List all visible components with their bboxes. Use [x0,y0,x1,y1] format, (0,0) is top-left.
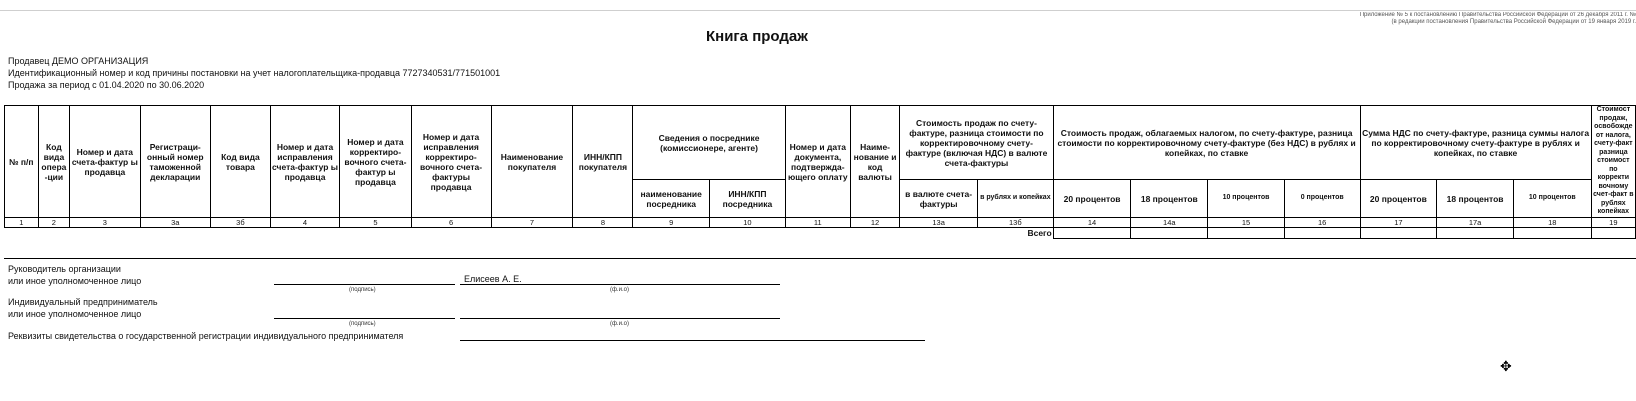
annex-line-2: (в редакции постановления Правительства Российской Федерации от 19 января 2019 г. [1391,19,1636,25]
ip-fio-caption: (ф.и.о) [610,321,629,327]
header-col-12: Наиме- нование и код валюты [850,106,899,218]
col-number: 14 [1053,218,1131,228]
header-col-17: 20 процентов [1360,180,1437,218]
total-cell [1131,228,1208,239]
seller-line: Продавец ДЕМО ОРГАНИЗАЦИЯ [8,56,149,66]
header-col-3: Номер и дата счета-фактур ы продавца [70,106,140,218]
header-col-9: наименование посредника [633,180,710,218]
header-col-3a: Регистраци- онный номер таможенной декларации [140,106,210,218]
col-number: 19 [1591,218,1635,228]
seller-inn-line: Идентификационный номер и код причины постановки на учет налогоплательщика-продавца 7727340531/771501001 [8,68,501,78]
col-number: 2 [38,218,70,228]
col-number: 1 [5,218,39,228]
head-name-line [460,284,780,285]
col-number: 11 [785,218,850,228]
col-number: 3б [210,218,270,228]
header-col-13a: в валюте счета-фактуры [900,180,978,218]
header-group-cost: Стоимость продаж по счету- фактуре, разница стоимости по корректировочному счету- фактуре (включая НДС) в валюте счета-фактуры [900,106,1053,180]
col-number: 17а [1437,218,1514,228]
header-col-5: Номер и дата корректиро- вочного счета-фактур ы продавца [340,106,411,218]
ip-name-line [460,318,780,319]
header-group-taxable: Стоимость продаж, облагаемых налогом, по счету-фактуре, разница стоимости по корректировочному счету-фактуре (без НДС) в рублях и копейках, по ставке [1053,106,1360,180]
col-number: 18 [1513,218,1591,228]
total-row [5,228,1636,239]
col-number: 17 [1360,218,1437,228]
col-number: 7 [491,218,573,228]
header-col-15: 10 процентов [1208,180,1285,218]
header-col-2: Код вида опера -ции [38,106,70,218]
total-label: Всего [5,228,1054,239]
col-number: 3а [140,218,210,228]
head-signature-line [274,284,455,285]
col-number: 8 [573,218,633,228]
header-group-vat: Сумма НДС по счету-фактуре, разница суммы налога по корректировочному счету-фактуре в рублях и копейках, по ставке [1360,106,1591,180]
col-number: 13б [978,218,1054,228]
total-cell [1591,228,1635,239]
header-col-3b: Код вида товара [210,106,270,218]
col-number: 15 [1208,218,1285,228]
ip-label-1: Индивидуальный предприниматель [8,297,158,307]
certificate-line [460,340,925,341]
certificate-label: Реквизиты свидетельства о государственной регистрации индивидуального предпринимателя [8,331,404,341]
annex-note [1216,12,1636,26]
col-number: 3 [70,218,140,228]
ip-label-2: или иное уполномоченное лицо [8,309,142,319]
total-cell [1513,228,1591,239]
col-number: 10 [710,218,786,228]
head-label-2: или иное уполномоченное лицо [8,276,142,286]
ip-signature-line [274,318,455,319]
header-col-11: Номер и дата документа, подтвержда- ющего оплату [785,106,850,218]
col-number: 5 [340,218,411,228]
column-number-row [5,218,1636,228]
header-col-13b: в рублях и копейках [978,180,1054,218]
col-number: 6 [411,218,491,228]
total-cell [1284,228,1360,239]
header-col-1: № п/п [5,106,39,218]
top-divider [0,10,1636,11]
head-name: Елисеев А. Е. [464,274,522,284]
col-number: 14а [1131,218,1208,228]
header-col-6: Номер и дата исправления корректиро- вочного счета-фактуры продавца [411,106,491,218]
col-number: 16 [1284,218,1360,228]
header-col-10: ИНН/КПП посредника [710,180,786,218]
ip-sign-caption: (подпись) [349,321,376,327]
head-sign-caption: (подпись) [349,287,376,293]
header-col-14a: 18 процентов [1131,180,1208,218]
header-col-14: 20 процентов [1053,180,1131,218]
col-number: 9 [633,218,710,228]
header-col-17a: 18 процентов [1437,180,1514,218]
page-title: Книга продаж [706,28,808,45]
total-cell [1360,228,1437,239]
header-group-intermediary: Сведения о посреднике (комиссионере, агенте) [633,106,785,180]
total-cell [1208,228,1285,239]
header-col-8: ИНН/КПП покупателя [573,106,633,218]
sales-book-table [4,105,1636,239]
head-fio-caption: (ф.и.о) [610,287,629,293]
col-number: 4 [270,218,339,228]
annex-line-1: Приложение № 5 к постановлению Правительства Российской Федерации от 26 декабря 2011 г. № [1359,12,1636,18]
header-col-7: Наименование покупателя [491,106,573,218]
header-col-19: Стоимост продаж, освобожде от налога, счету-факт разница стоимост по корректи вочному счет-факт в рублях копейках [1591,106,1635,218]
header-col-16: 0 процентов [1284,180,1360,218]
header-col-18: 10 процентов [1513,180,1591,218]
total-cell [1053,228,1131,239]
move-cursor-icon: ✥ [1500,358,1512,374]
total-cell [1437,228,1514,239]
head-label-1: Руководитель организации [8,264,121,274]
header-col-4: Номер и дата исправления счета-фактур ы продавца [270,106,339,218]
period-line: Продажа за период с 01.04.2020 по 30.06.2020 [8,80,205,90]
table-bottom-divider [4,258,1636,259]
col-number: 13а [900,218,978,228]
col-number: 12 [850,218,899,228]
